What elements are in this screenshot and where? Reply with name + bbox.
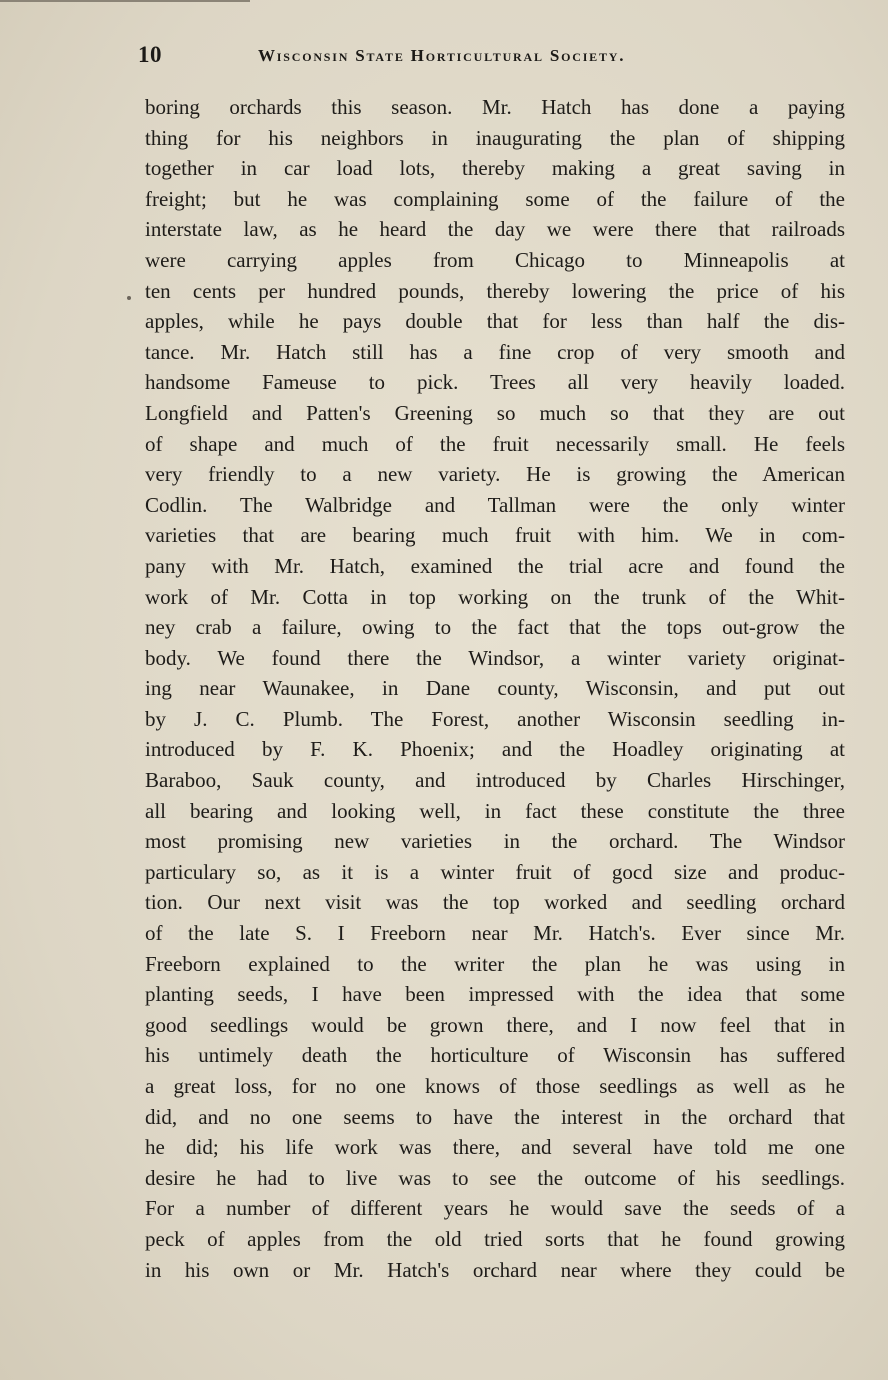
text-line: introduced by F. K. Phoenix; and the Hoadley originating at <box>145 737 845 762</box>
text-line: good seedlings would be grown there, and I now feel that in <box>145 1012 845 1037</box>
text-line: Baraboo, Sauk county, and introduced by Charles Hirschinger, <box>145 768 845 793</box>
text-line: boring orchards this season. Mr. Hatch has done a paying <box>145 95 845 119</box>
text-line: particulary so, as it is a winter fruit of gocd size and produc- <box>145 859 845 884</box>
text-line: did, and no one seems to have the interest in the orchard that <box>145 1104 845 1129</box>
text-line: work of Mr. Cotta in top working on the trunk of the Whit- <box>145 584 845 609</box>
text-line: tion. Our next visit was the top worked and seedling orchard <box>145 890 845 915</box>
text-line: apples, while he pays double that for less than half the dis- <box>145 309 845 334</box>
text-line: Freeborn explained to the writer the plan he was using in <box>145 951 845 976</box>
text-line: tance. Mr. Hatch still has a fine crop of very smooth and <box>145 339 845 364</box>
text-line: by J. C. Plumb. The Forest, another Wisconsin seedling in- <box>145 706 845 731</box>
text-line: thing for his neighbors in inaugurating the plan of shipping <box>145 125 845 150</box>
text-line: desire he had to live was to see the outcome of his seedlings. <box>145 1165 845 1190</box>
text-line: very friendly to a new variety. He is growing the American <box>145 462 845 487</box>
text-line: peck of apples from the old tried sorts that he found growing <box>145 1226 845 1251</box>
top-edge-rule <box>0 0 250 2</box>
text-line: all bearing and looking well, in fact these constitute the three <box>145 798 845 823</box>
text-line: his untimely death the horticulture of Wisconsin has suffered <box>145 1043 845 1068</box>
text-line: Codlin. The Walbridge and Tallman were the only winter <box>145 492 845 517</box>
text-line: together in car load lots, thereby making a great saving in <box>145 156 845 181</box>
text-line: of the late S. I Freeborn near Mr. Hatch's. Ever since Mr. <box>145 921 845 946</box>
text-line: ing near Waunakee, in Dane county, Wisconsin, and put out <box>145 676 845 701</box>
text-line: in his own or Mr. Hatch's orchard near where they could be <box>145 1257 845 1282</box>
text-line: were carrying apples from Chicago to Minneapolis at <box>145 247 845 272</box>
text-line: Longfield and Patten's Greening so much so that they are out <box>145 400 845 425</box>
text-line: For a number of different years he would save the seeds of a <box>145 1196 845 1221</box>
text-line: a great loss, for no one knows of those seedlings as well as he <box>145 1074 845 1098</box>
text-line: ney crab a failure, owing to the fact that the tops out-grow the <box>145 615 845 640</box>
running-head: Wisconsin State Horticultural Society. <box>258 46 626 65</box>
text-line: ten cents per hundred pounds, thereby lowering the price of his <box>145 278 845 303</box>
text-line: pany with Mr. Hatch, examined the trial acre and found the <box>145 553 845 578</box>
page-number: 10 <box>138 42 162 67</box>
margin-speck <box>127 296 131 300</box>
text-line: of shape and much of the fruit necessarily small. He feels <box>145 431 845 456</box>
page-header <box>138 42 838 72</box>
text-line: planting seeds, I have been impressed with the idea that some <box>145 982 845 1007</box>
text-line: most promising new varieties in the orchard. The Windsor <box>145 829 845 854</box>
text-line: he did; his life work was there, and several have told me one <box>145 1135 845 1160</box>
text-line: varieties that are bearing much fruit with him. We in com- <box>145 523 845 548</box>
body-text <box>145 92 845 1285</box>
text-line: body. We found there the Windsor, a winter variety originat- <box>145 645 845 670</box>
text-line: interstate law, as he heard the day we were there that railroads <box>145 217 845 242</box>
text-line: handsome Fameuse to pick. Trees all very heavily loaded. <box>145 370 845 395</box>
text-line: freight; but he was complaining some of the failure of the <box>145 186 845 211</box>
